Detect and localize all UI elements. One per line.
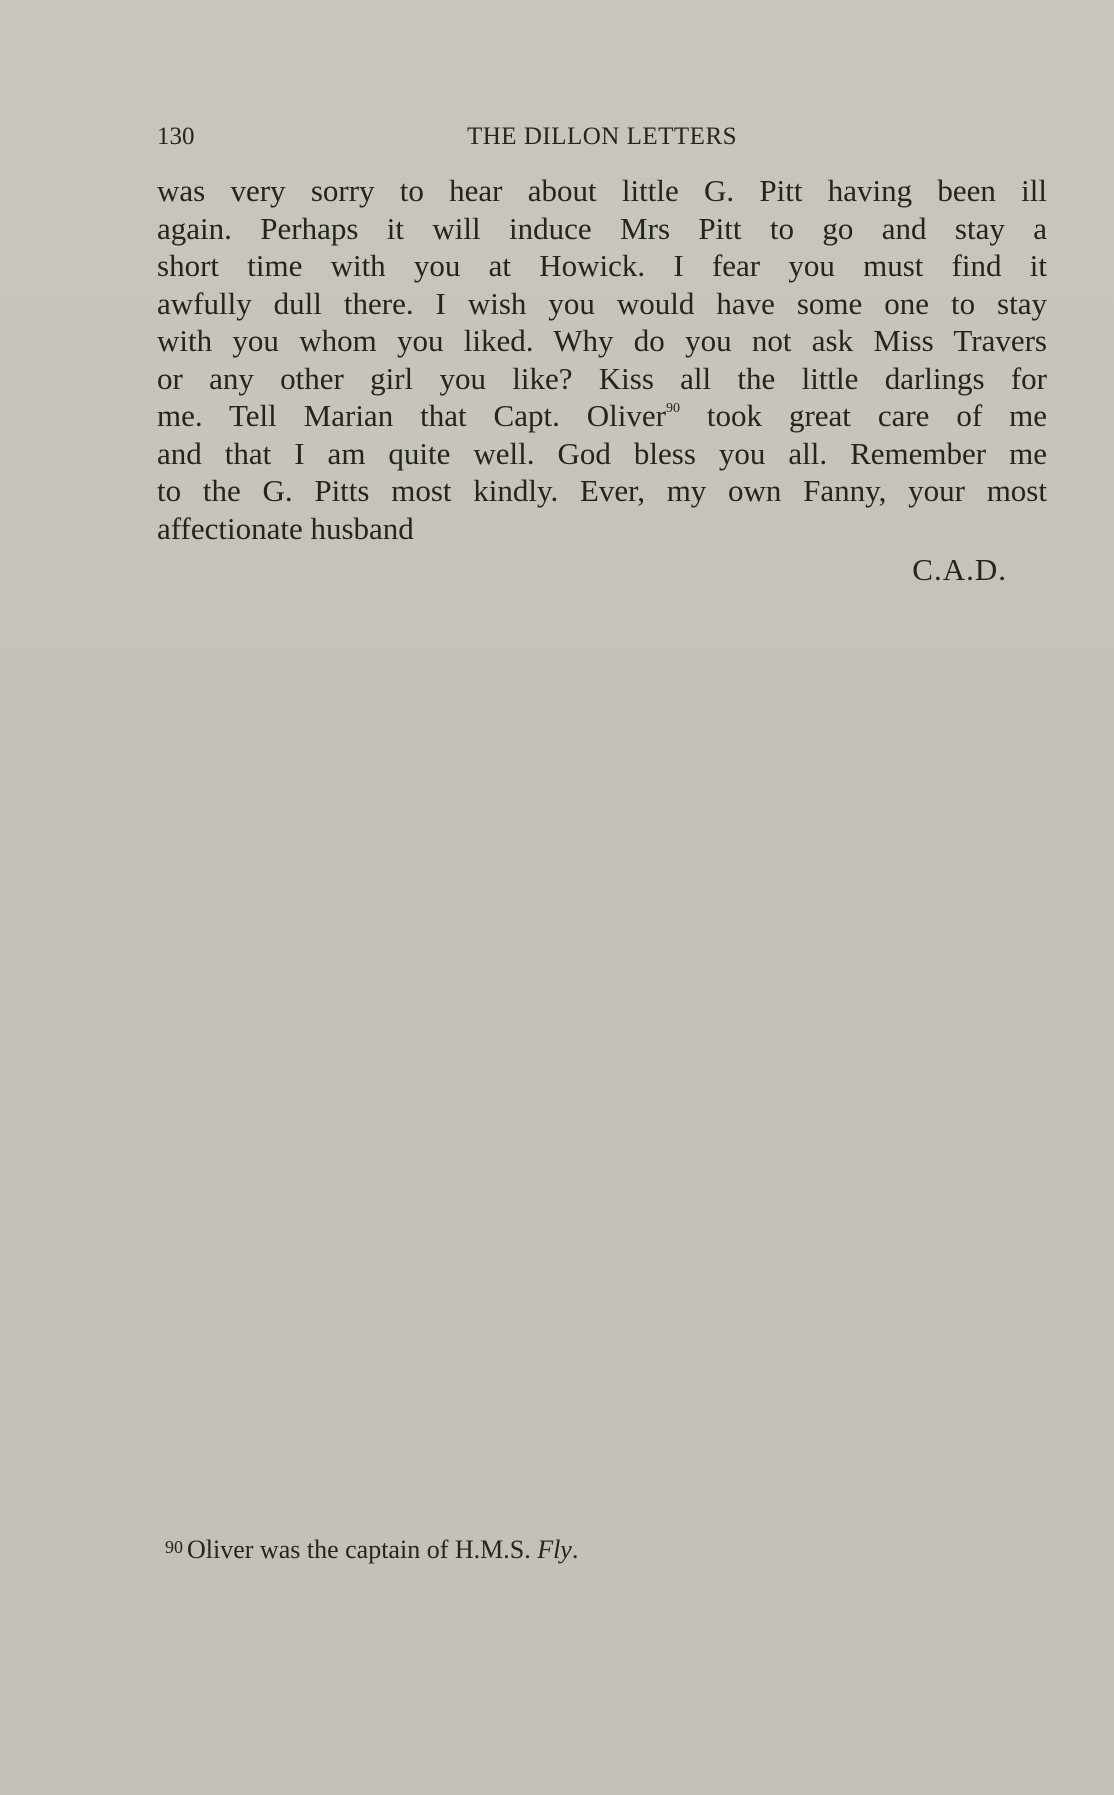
footnote-text: Oliver was the captain of H.M.S. (187, 1535, 538, 1564)
body-line: affectionate husband (157, 510, 414, 546)
body-line: to the G. Pitts most kindly. Ever, my own Fanny, your most (157, 473, 1047, 508)
body-line: with you whom you liked. Why do you not ask Miss Travers (157, 323, 1047, 358)
footnote (165, 1530, 578, 1567)
footnote-reference: 90 (665, 401, 680, 416)
footnote-end: . (571, 1535, 579, 1564)
letter-body (157, 172, 1047, 547)
running-head (157, 120, 1047, 154)
page-number: 130 (157, 123, 195, 150)
body-line: short time with you at Howick. I fear you must find it (157, 248, 1047, 283)
body-line-part: took great care of me (679, 398, 1047, 433)
body-line-part: me. Tell Marian that Capt. Oliver (157, 398, 666, 433)
body-line: again. Perhaps it will induce Mrs Pitt to go and stay a (157, 210, 1047, 246)
body-line: awfully dull there. I wish you would have some one to stay (157, 285, 1047, 321)
signature: C.A.D. (912, 552, 1007, 587)
body-line-with-footnote (157, 397, 1047, 435)
footnote-number: 90 (165, 1537, 183, 1557)
body-line: and that I am quite well. God bless you all. Remember me (157, 435, 1047, 471)
body-line: or any other girl you like? Kiss all the little darlings for (157, 360, 1047, 396)
running-title: THE DILLON LETTERS (466, 123, 738, 150)
body-line: was very sorry to hear about little G. Pitt having been ill (157, 173, 1047, 208)
footnote-ship-name: Fly (537, 1535, 572, 1564)
